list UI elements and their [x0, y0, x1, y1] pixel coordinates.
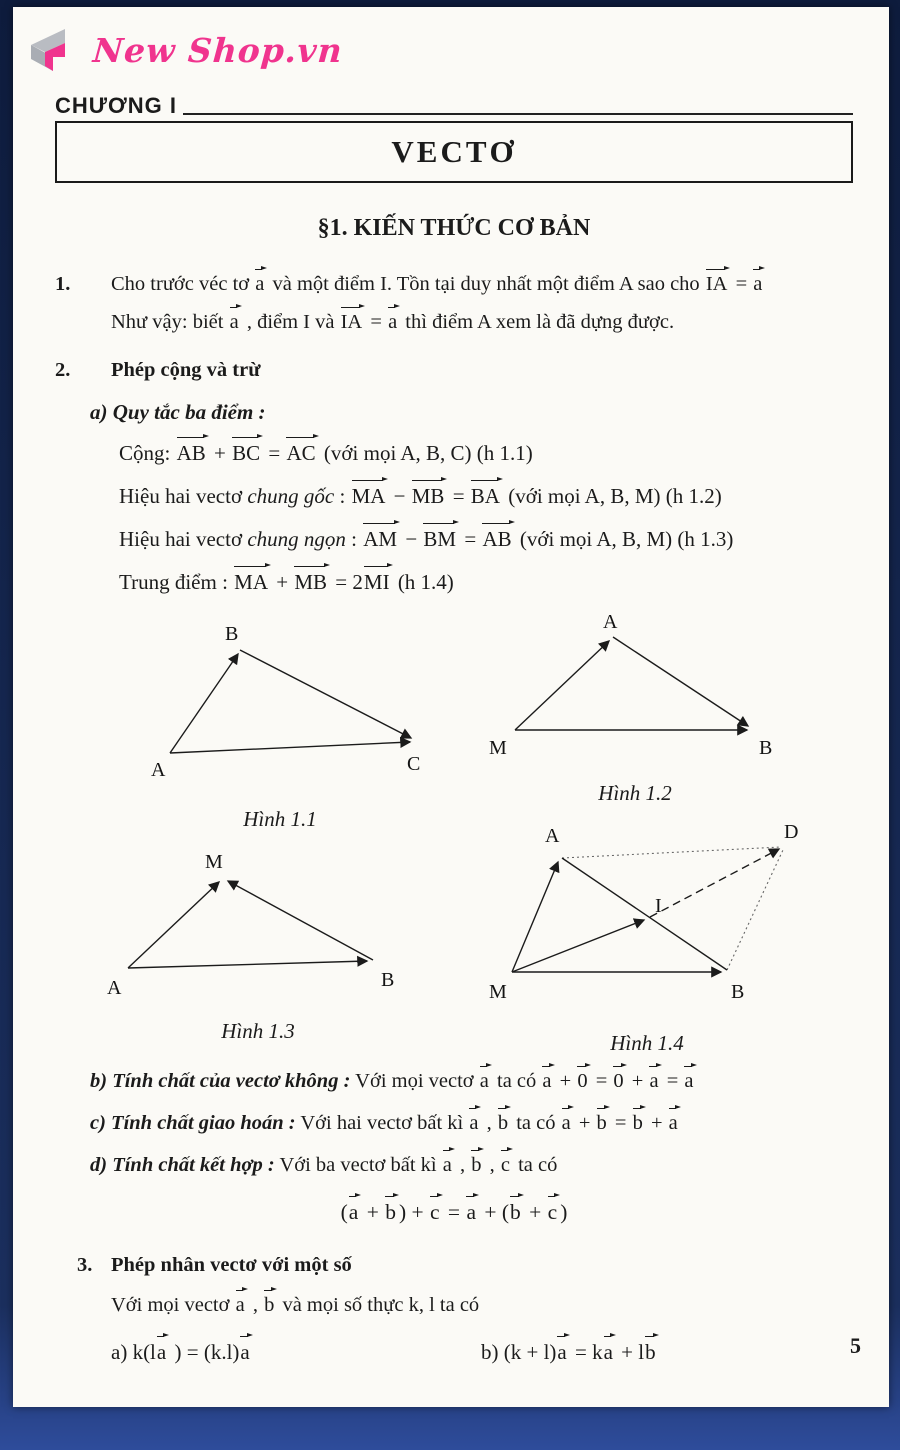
fig1-label-C: C [407, 752, 421, 775]
fig2-label-A: A [603, 611, 618, 633]
item-3-body [111, 1247, 831, 1285]
fig3-label-A: A [107, 976, 122, 999]
item-2-title: Phép cộng và trừ [111, 358, 261, 381]
fig4-label-D: D [784, 820, 799, 843]
page-title: VECTƠ [391, 134, 517, 169]
item-1-para-2: Như vậy: biết a , điểm I và IA = a thì điểm A xem là đã dựng được. [111, 310, 675, 333]
chapter-row [55, 93, 853, 119]
fig1-label-A: A [151, 758, 166, 781]
rule-midpoint: Trung điểm : MA + MB = 2MI (h 1.4) [119, 569, 454, 594]
item-3-title: Phép nhân vectơ với một số [111, 1253, 352, 1276]
fig3-label-M: M [205, 850, 223, 873]
figure-1-4 [487, 820, 807, 1056]
figure-1-2-caption: Hình 1.2 [598, 780, 672, 805]
logo-text: New Shop.vn [91, 30, 344, 70]
item-1-number: 1. [55, 273, 71, 295]
figure-1-3-caption: Hình 1.3 [221, 1018, 295, 1043]
item-3-number: 3. [77, 1253, 93, 1276]
section-title: §1. KIẾN THỨC CƠ BẢN [317, 215, 591, 241]
rule-subtraction-same-origin: Hiệu hai vectơ chung gốc : MA − MB = BA (với mọi A, B, M) (h 1.2) [119, 483, 722, 508]
figures-block [55, 612, 853, 1060]
fig1-label-B: B [225, 622, 239, 645]
newshop-logo-icon [29, 27, 83, 73]
item-2-number: 2. [55, 358, 71, 381]
property-associative: d) Tính chất kết hợp : Với ba vectơ bất kì a , b , c ta có [90, 1153, 558, 1176]
item-1-para-1: Cho trước véc tơ a và một điểm I. Tồn tại duy nhất một điểm A sao cho IA = a [111, 266, 831, 304]
figure-1-1 [115, 618, 445, 832]
book-page [13, 7, 889, 1407]
newshop-logo [29, 21, 889, 79]
fig4-label-M: M [489, 980, 507, 1003]
item-1-body [111, 266, 831, 342]
item-2-sub-a: a) Quy tắc ba điểm : [90, 399, 266, 424]
fig4-label-A: A [545, 824, 560, 847]
item-3-intro: Với mọi vectơ a , b và mọi số thực k, l ta có [111, 1294, 480, 1317]
title-box [55, 121, 853, 183]
fig4-label-B: B [731, 980, 745, 1003]
item-1 [55, 266, 853, 342]
item-2-body [111, 352, 831, 390]
fig2-label-M: M [489, 736, 507, 759]
page-content [13, 93, 889, 1373]
figure-1-2-drawing [485, 612, 785, 762]
item-3-formulas [111, 1333, 853, 1373]
figure-1-4-drawing [487, 820, 807, 1012]
chapter-heading: CHƯƠNG I [55, 93, 178, 118]
figure-1-1-caption: Hình 1.1 [243, 806, 317, 831]
figure-1-2 [485, 612, 785, 806]
page-number: 5 [850, 1333, 861, 1358]
rule-addition: Cộng: AB + BC = AC (với mọi A, B, C) (h 1.1) [119, 440, 533, 465]
figure-1-1-drawing [115, 618, 445, 788]
property-zero-vector: b) Tính chất của vectơ không : Với mọi vectơ a ta có a + 0 = 0 + a = a [90, 1062, 853, 1102]
associative-formula: (a + b ) + c = a + (b + c ) [340, 1199, 568, 1224]
item-3 [77, 1247, 853, 1285]
item-2 [55, 352, 853, 390]
rule-subtraction-same-tip: Hiệu hai vectơ chung ngọn : AM − BM = AB (với mọi A, B, M) (h 1.3) [119, 526, 734, 551]
figure-1-3 [103, 850, 413, 1044]
figure-1-4-caption: Hình 1.4 [610, 1030, 684, 1055]
scalar-formula-a: a) k(la ) = (k.l)a [111, 1333, 451, 1373]
scalar-formula-b: b) (k + l)a = ka + lb [481, 1333, 659, 1373]
fig2-label-B: B [759, 736, 773, 759]
property-commutative: c) Tính chất giao hoán : Với hai vectơ bất kì a , b ta có a + b = b + a [90, 1104, 853, 1144]
fig4-label-I: I [655, 894, 662, 917]
chapter-rule [183, 113, 853, 115]
figure-1-3-drawing [103, 850, 413, 1000]
fig3-label-B: B [381, 968, 395, 991]
